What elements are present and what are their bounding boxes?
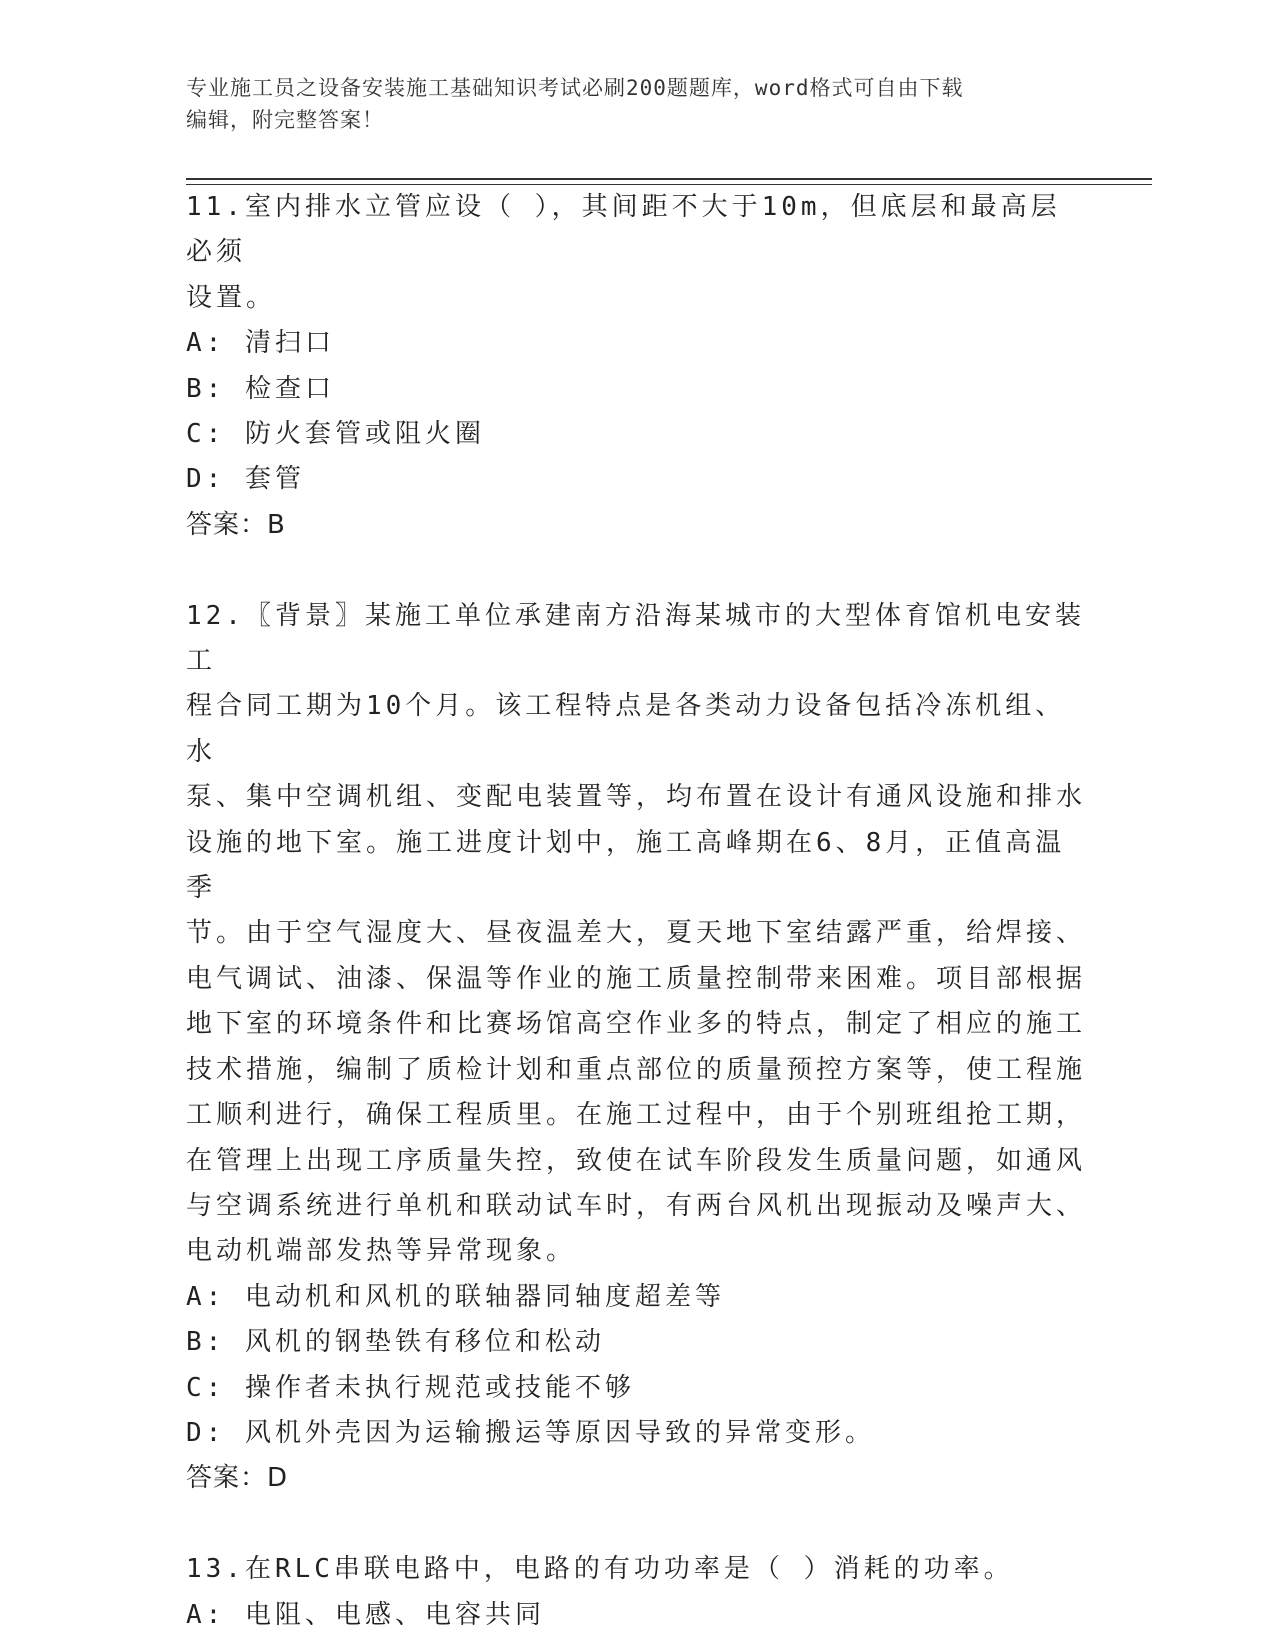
question-12-stem-line-7: 地下室的环境条件和比赛场馆高空作业多的特点，制定了相应的施工: [186, 1009, 1087, 1040]
question-11-option-d: D: 套管: [186, 464, 305, 495]
question-12-stem-line-1: 12.〖背景〗某施工单位承建南方沿海某城市的大型体育馆机电安装工: [186, 600, 1085, 677]
question-12-stem-line-11: 与空调系统进行单机和联动试车时，有两台风机出现振动及噪声大、: [186, 1190, 1087, 1221]
question-12-stem-line-5: 节。由于空气湿度大、昼夜温差大，夏天地下室结露严重，给焊接、: [186, 918, 1087, 949]
question-13-stem-line-1: 13.在RLC串联电路中，电路的有功功率是（ ）消耗的功率。: [186, 1554, 1014, 1585]
question-list: [186, 185, 1086, 1638]
question-12-stem-line-3: 泵、集中空调机组、变配电装置等，均布置在设计有通风设施和排水: [186, 782, 1087, 813]
question-11: [186, 185, 1086, 548]
question-13-option-a: A: 电阻、电感、电容共同: [186, 1599, 545, 1630]
question-spacer: [186, 1502, 1086, 1547]
question-12-option-d: D: 风机外壳因为运输搬运等原因导致的异常变形。: [186, 1417, 875, 1448]
question-12-stem-line-4: 设施的地下室。施工进度计划中，施工高峰期在6、8月，正值高温季: [186, 827, 1066, 904]
question-11-answer: 答案：B: [186, 509, 286, 540]
question-12-option-c: C: 操作者未执行规范或技能不够: [186, 1372, 635, 1403]
header-title-line-1: 专业施工员之设备安装施工基础知识考试必刷200题题库，word格式可自由下载: [186, 76, 964, 100]
question-11-option-c: C: 防火套管或阻火圈: [186, 419, 485, 450]
question-spacer: [186, 548, 1086, 593]
question-12-stem-line-2: 程合同工期为10个月。该工程特点是各类动力设备包括冷冻机组、水: [186, 691, 1066, 767]
header-title-line-2: 编辑，附完整答案！: [186, 108, 384, 132]
question-12-stem-line-6: 电气调试、油漆、保温等作业的施工质量控制带来困难。项目部根据: [186, 963, 1087, 994]
question-11-option-a: A: 清扫口: [186, 328, 335, 359]
question-12-stem-line-10: 在管理上出现工序质量失控，致使在试车阶段发生质量问题，如通风: [186, 1145, 1087, 1176]
question-12-stem-line-12: 电动机端部发热等异常现象。: [186, 1236, 577, 1267]
question-11-option-b: B: 检查口: [186, 373, 335, 404]
question-11-stem-line-1: 11.室内排水立管应设（ ），其间距不大于10m，但底层和最高层必须: [186, 192, 1061, 268]
question-12-option-a: A: 电动机和风机的联轴器同轴度超差等: [186, 1281, 725, 1312]
question-11-stem-line-2: 设置。: [186, 282, 277, 313]
question-12-stem-line-9: 工顺利进行，确保工程质里。在施工过程中，由于个别班组抢工期，: [186, 1100, 1087, 1131]
header-divider-thick: [186, 178, 1152, 180]
question-12-stem-line-8: 技术措施，编制了质检计划和重点部位的质量预控方案等，使工程施: [186, 1054, 1087, 1085]
question-12-option-b: B: 风机的钢垫铁有移位和松动: [186, 1327, 605, 1358]
document-header: [186, 72, 1066, 136]
question-13: [186, 1547, 1086, 1638]
question-12: [186, 594, 1086, 1502]
question-12-answer: 答案：D: [186, 1463, 289, 1494]
